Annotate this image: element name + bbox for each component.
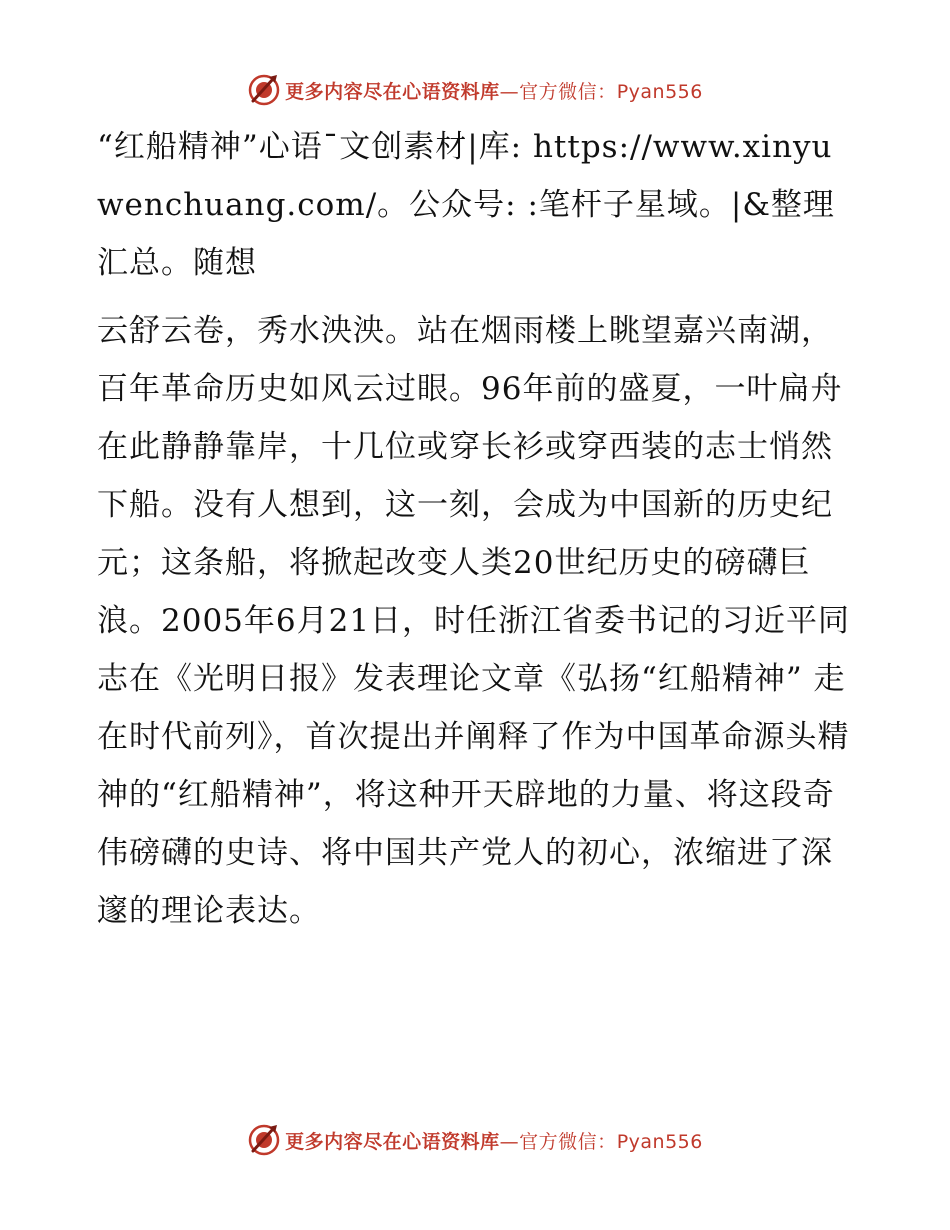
banner-wechat-id: Pyan556	[616, 1130, 703, 1153]
banner-wechat-label: 官方微信：	[519, 80, 617, 103]
banner-text	[285, 1127, 703, 1154]
banner-separator: —	[499, 80, 520, 103]
header-banner	[0, 70, 950, 110]
banner-wechat-id: Pyan556	[616, 80, 703, 103]
banner-wechat-label: 官方微信：	[519, 1130, 617, 1153]
banner-main-text: 更多内容尽在心语资料库	[285, 80, 500, 103]
brush-logo-icon	[247, 73, 281, 107]
banner-separator: —	[499, 1130, 520, 1153]
footer-banner	[0, 1120, 950, 1160]
paragraph-main: 云舒云卷，秀水泱泱。站在烟雨楼上眺望嘉兴南湖，百年革命历史如风云过眼。96年前的盛夏，一叶扁舟在此静静靠岸，十几位或穿长衫或穿西装的志士悄然下船。没有人想到，这一刻，会成为中国新的历史纪元；这条船，将掀起改变人类20世纪历史的磅礴巨浪。2005年6月21日，时任浙江省委书记的习近平同志在《光明日报》发表理论文章《弘扬“红船精神” 走在时代前列》，首次提出并阐释了作为中国革命源头精神的“红船精神”，将这种开天辟地的力量、将这段奇伟磅礴的史诗、将中国共产党人的初心，浓缩进了深邃的理论表达。	[97, 313, 851, 929]
document-body	[97, 118, 857, 940]
banner-main-text: 更多内容尽在心语资料库	[285, 1130, 500, 1153]
brush-logo-icon	[247, 1123, 281, 1157]
banner-text	[285, 77, 703, 104]
paragraph-source-note: “红船精神”心语¯文创素材|库: https://www.xinyuwenchuang.com/。公众号: :笔杆子星域。|&整理汇总。随想	[97, 129, 835, 281]
